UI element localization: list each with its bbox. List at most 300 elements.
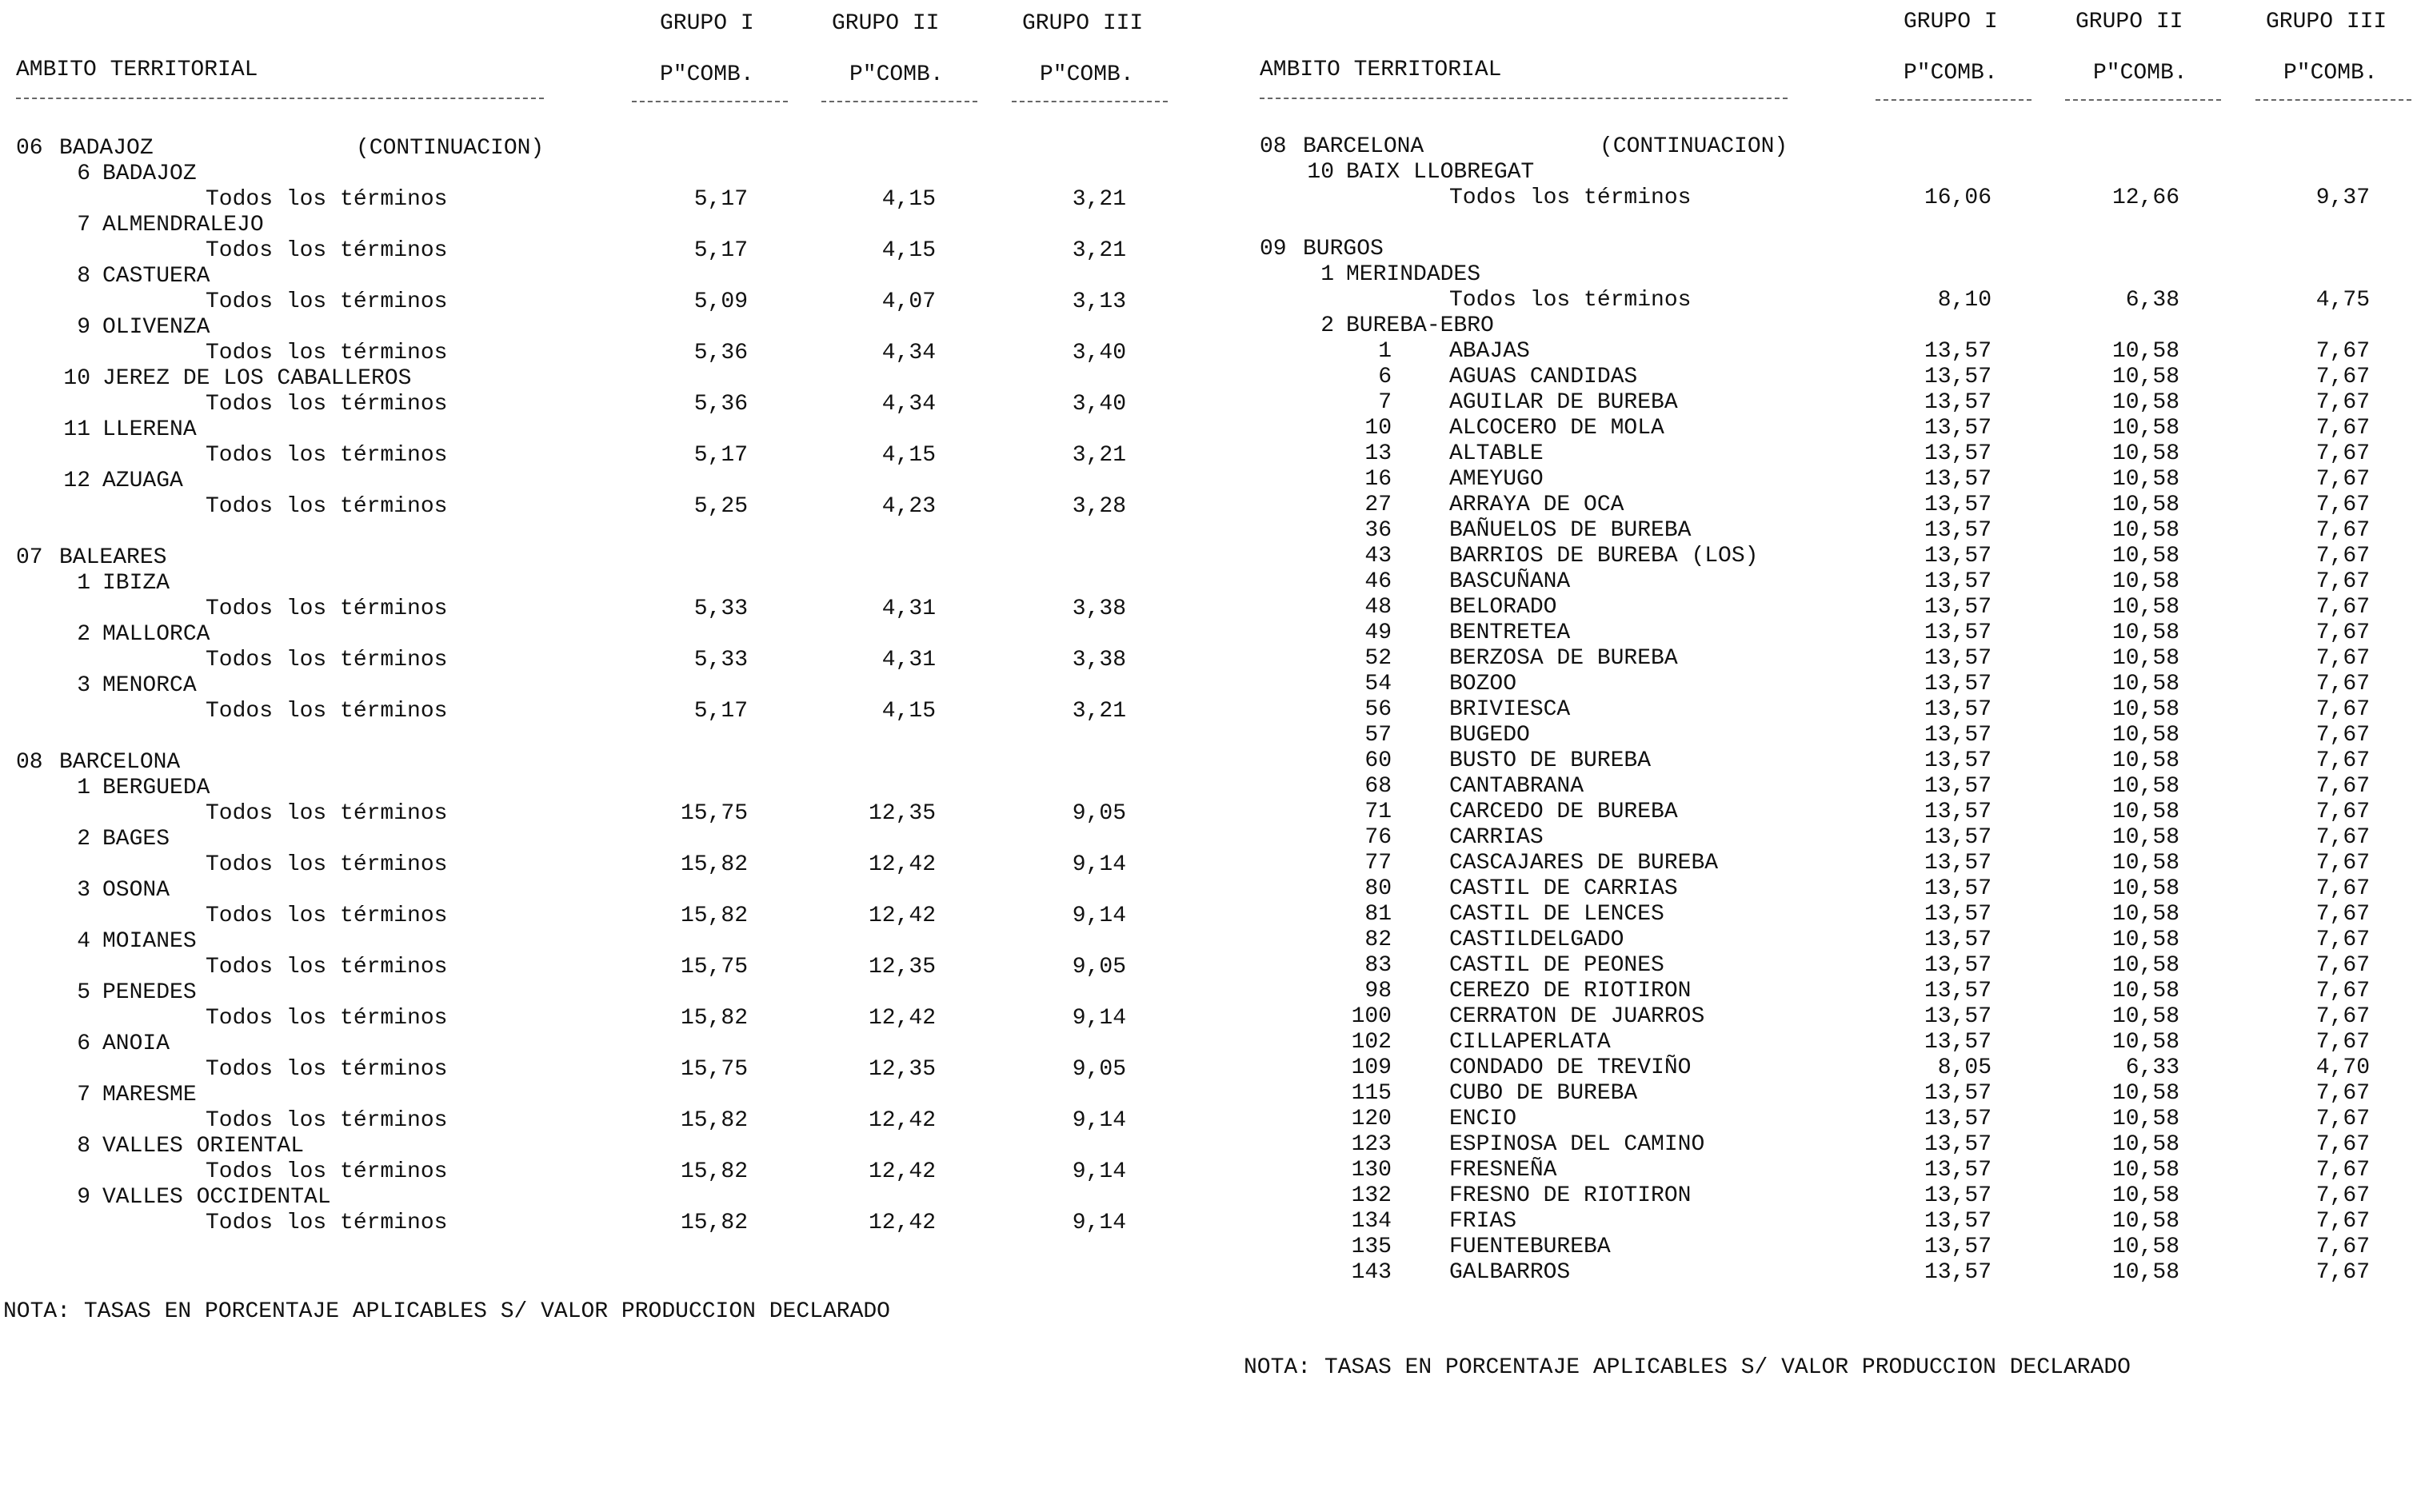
municipality-name: BAÑUELOS DE BUREBA xyxy=(1449,518,1692,543)
municipality-code: 54 xyxy=(1364,672,1392,696)
municipality-code: 115 xyxy=(1351,1081,1392,1106)
grupo-ii-value: 10,58 xyxy=(2111,493,2179,517)
comarca-row xyxy=(0,622,1200,648)
municipality-name: BUSTO DE BUREBA xyxy=(1449,748,1652,773)
comarca-row xyxy=(0,417,1200,443)
municipality-name: ARRAYA DE OCA xyxy=(1449,493,1624,517)
grupo-ii-value: 10,58 xyxy=(2111,467,2179,492)
comarca-name: BUREBA-EBRO xyxy=(1346,313,1494,338)
grupo-i-value: 13,57 xyxy=(1924,365,1992,389)
comarca-name: ANOIA xyxy=(102,1031,170,1056)
grupo-i-value: 13,57 xyxy=(1924,1235,1992,1259)
municipality-row xyxy=(1244,902,2417,928)
comarca-name: VALLES ORIENTAL xyxy=(102,1134,305,1159)
grupo-ii-value: 10,58 xyxy=(2111,595,2179,620)
municipality-name: ESPINOSA DEL CAMINO xyxy=(1449,1132,1705,1157)
terms-label: Todos los términos xyxy=(206,955,448,979)
grupo-ii-value: 10,58 xyxy=(2111,902,2179,927)
grupo-iii-value: 7,67 xyxy=(2315,953,2370,978)
grupo-i-underline xyxy=(1876,99,2031,101)
municipality-code: 123 xyxy=(1351,1132,1392,1157)
municipality-name: CASTIL DE CARRIAS xyxy=(1449,876,1678,901)
municipality-code: 98 xyxy=(1364,979,1392,1003)
grupo-i-value: 13,57 xyxy=(1924,1183,1992,1208)
municipality-name: BARRIOS DE BUREBA (LOS) xyxy=(1449,544,1759,568)
grupo-iii-value: 9,05 xyxy=(1072,1057,1126,1082)
municipality-code: 57 xyxy=(1364,723,1392,748)
grupo-i-value: 13,57 xyxy=(1924,646,1992,671)
municipality-code: 49 xyxy=(1364,620,1392,645)
municipality-name: CASTILDELGADO xyxy=(1449,928,1624,952)
comarca-code: 3 xyxy=(77,673,90,698)
grupo-iii-value: 3,38 xyxy=(1072,596,1126,621)
grupo-i-value: 13,57 xyxy=(1924,902,1992,927)
municipality-name: GALBARROS xyxy=(1449,1260,1571,1285)
grupo-ii-value: 10,58 xyxy=(2111,1209,2179,1234)
municipality-row xyxy=(1244,1030,2417,1055)
comarca-name: CASTUERA xyxy=(102,264,210,289)
municipality-row xyxy=(1244,697,2417,723)
province-row xyxy=(1244,134,2417,160)
province-name: BARCELONA xyxy=(59,750,181,775)
grupo-iii-value: 7,67 xyxy=(2315,339,2370,364)
grupo-i-value: 15,82 xyxy=(680,1211,748,1235)
grupo-iii-heading: GRUPO III xyxy=(2266,10,2387,34)
grupo-i-value: 5,36 xyxy=(693,392,748,417)
grupo-ii-heading: GRUPO II xyxy=(2075,10,2183,34)
grupo-i-value: 13,57 xyxy=(1924,1260,1992,1285)
comarca-code: 4 xyxy=(77,929,90,954)
municipality-row xyxy=(1244,1183,2417,1209)
comarca-name: BAGES xyxy=(102,827,170,852)
grupo-i-value: 13,57 xyxy=(1924,569,1992,594)
municipality-code: 16 xyxy=(1364,467,1392,492)
comarca-code: 5 xyxy=(77,980,90,1005)
pcomb-heading-3: P"COMB. xyxy=(1040,62,1134,87)
municipality-name: CASTIL DE PEONES xyxy=(1449,953,1664,978)
left-table-body xyxy=(0,136,1200,1236)
grupo-ii-value: 12,42 xyxy=(868,1006,936,1031)
terms-label: Todos los términos xyxy=(206,1057,448,1082)
grupo-ii-value: 12,35 xyxy=(868,955,936,979)
comarca-code: 6 xyxy=(77,162,90,186)
grupo-ii-value: 12,42 xyxy=(868,852,936,877)
grupo-iii-value: 7,67 xyxy=(2315,1183,2370,1208)
grupo-ii-value: 10,58 xyxy=(2111,979,2179,1003)
comarca-row xyxy=(0,213,1200,238)
all-terms-row xyxy=(0,1006,1200,1031)
grupo-ii-value: 12,35 xyxy=(868,801,936,826)
grupo-iii-value: 9,14 xyxy=(1072,1108,1126,1133)
grupo-iii-value: 7,67 xyxy=(2315,902,2370,927)
grupo-iii-underline xyxy=(1012,101,1168,102)
terms-label: Todos los términos xyxy=(1449,186,1692,210)
comarca-name: MALLORCA xyxy=(102,622,210,647)
grupo-ii-value: 4,15 xyxy=(881,699,936,724)
municipality-name: BERZOSA DE BUREBA xyxy=(1449,646,1678,671)
municipality-name: BASCUÑANA xyxy=(1449,569,1571,594)
terms-label: Todos los términos xyxy=(1449,288,1692,313)
grupo-ii-value: 12,35 xyxy=(868,1057,936,1082)
comarca-name: LLERENA xyxy=(102,417,197,442)
municipality-row xyxy=(1244,467,2417,493)
municipality-name: BUGEDO xyxy=(1449,723,1530,748)
grupo-ii-value: 10,58 xyxy=(2111,441,2179,466)
municipality-row xyxy=(1244,1107,2417,1132)
comarca-name: BADAJOZ xyxy=(102,162,197,186)
grupo-i-value: 13,57 xyxy=(1924,595,1992,620)
municipality-row xyxy=(1244,928,2417,953)
terms-label: Todos los términos xyxy=(206,443,448,468)
comarca-name: VALLES OCCIDENTAL xyxy=(102,1185,331,1210)
grupo-iii-value: 9,14 xyxy=(1072,1006,1126,1031)
left-table-header xyxy=(0,0,1200,112)
grupo-i-value: 13,57 xyxy=(1924,697,1992,722)
spacer-row xyxy=(0,724,1200,750)
province-code: 09 xyxy=(1260,237,1287,261)
grupo-i-value: 13,57 xyxy=(1924,493,1992,517)
municipality-row xyxy=(1244,723,2417,748)
municipality-row xyxy=(1244,544,2417,569)
municipality-row xyxy=(1244,646,2417,672)
grupo-i-value: 13,57 xyxy=(1924,467,1992,492)
grupo-ii-value: 10,58 xyxy=(2111,928,2179,952)
municipality-code: 76 xyxy=(1364,825,1392,850)
grupo-iii-value: 9,05 xyxy=(1072,955,1126,979)
grupo-iii-value: 4,75 xyxy=(2315,288,2370,313)
municipality-code: 134 xyxy=(1351,1209,1392,1234)
comarca-name: OLIVENZA xyxy=(102,315,210,340)
comarca-row xyxy=(0,1185,1200,1211)
grupo-ii-value: 4,34 xyxy=(881,341,936,365)
grupo-ii-value: 10,58 xyxy=(2111,1158,2179,1183)
grupo-i-heading: GRUPO I xyxy=(660,11,754,36)
grupo-i-value: 13,57 xyxy=(1924,979,1992,1003)
grupo-iii-value: 7,67 xyxy=(2315,774,2370,799)
grupo-iii-value: 9,14 xyxy=(1072,1159,1126,1184)
grupo-iii-value: 7,67 xyxy=(2315,723,2370,748)
municipality-row xyxy=(1244,851,2417,876)
grupo-i-value: 15,82 xyxy=(680,852,748,877)
grupo-ii-value: 6,38 xyxy=(2125,288,2179,313)
municipality-name: FUENTEBUREBA xyxy=(1449,1235,1611,1259)
comarca-code: 10 xyxy=(63,366,90,391)
municipality-name: CARCEDO DE BUREBA xyxy=(1449,800,1678,824)
grupo-ii-underline xyxy=(821,101,977,102)
comarca-name: OSONA xyxy=(102,878,170,903)
grupo-iii-value: 7,67 xyxy=(2315,1004,2370,1029)
municipality-row xyxy=(1244,1132,2417,1158)
grupo-ii-value: 10,58 xyxy=(2111,748,2179,773)
all-terms-row xyxy=(0,699,1200,724)
ambito-heading: AMBITO TERRITORIAL xyxy=(1260,58,1502,82)
grupo-ii-value: 4,31 xyxy=(881,648,936,672)
comarca-code: 9 xyxy=(77,315,90,340)
continuation-label: (CONTINUACION) xyxy=(1600,134,1788,159)
province-name: BADAJOZ xyxy=(59,136,154,161)
grupo-i-value: 13,57 xyxy=(1924,851,1992,876)
grupo-i-value: 13,57 xyxy=(1924,1209,1992,1234)
municipality-code: 7 xyxy=(1378,390,1392,415)
all-terms-row xyxy=(0,955,1200,980)
all-terms-row xyxy=(0,904,1200,929)
municipality-code: 13 xyxy=(1364,441,1392,466)
grupo-ii-value: 10,58 xyxy=(2111,723,2179,748)
comarca-row xyxy=(0,776,1200,801)
municipality-code: 60 xyxy=(1364,748,1392,773)
grupo-ii-value: 12,42 xyxy=(868,1108,936,1133)
grupo-i-value: 13,57 xyxy=(1924,876,1992,901)
grupo-i-value: 13,57 xyxy=(1924,800,1992,824)
terms-label: Todos los términos xyxy=(206,648,448,672)
province-code: 07 xyxy=(16,545,43,570)
grupo-ii-value: 10,58 xyxy=(2111,697,2179,722)
grupo-ii-value: 10,58 xyxy=(2111,1183,2179,1208)
municipality-name: CONDADO DE TREVIÑO xyxy=(1449,1055,1692,1080)
municipality-row xyxy=(1244,979,2417,1004)
municipality-code: 100 xyxy=(1351,1004,1392,1029)
pcomb-heading-1: P"COMB. xyxy=(660,62,754,87)
grupo-i-value: 13,57 xyxy=(1924,953,1992,978)
municipality-code: 46 xyxy=(1364,569,1392,594)
grupo-i-value: 5,17 xyxy=(693,238,748,263)
comarca-code: 8 xyxy=(77,1134,90,1159)
grupo-ii-value: 12,42 xyxy=(868,1159,936,1184)
municipality-name: FRESNO DE RIOTIRON xyxy=(1449,1183,1692,1208)
comarca-name: MOIANES xyxy=(102,929,197,954)
municipality-code: 80 xyxy=(1364,876,1392,901)
comarca-code: 11 xyxy=(63,417,90,442)
municipality-code: 135 xyxy=(1351,1235,1392,1259)
grupo-iii-value: 7,67 xyxy=(2315,595,2370,620)
grupo-iii-underline xyxy=(2255,99,2411,101)
terms-label: Todos los términos xyxy=(206,1108,448,1133)
municipality-name: CILLAPERLATA xyxy=(1449,1030,1611,1055)
terms-label: Todos los términos xyxy=(206,494,448,519)
municipality-name: CUBO DE BUREBA xyxy=(1449,1081,1638,1106)
municipality-name: CERRATON DE JUARROS xyxy=(1449,1004,1705,1029)
province-name: BARCELONA xyxy=(1303,134,1424,159)
municipality-row xyxy=(1244,1158,2417,1183)
grupo-i-value: 13,57 xyxy=(1924,774,1992,799)
municipality-row xyxy=(1244,876,2417,902)
grupo-iii-value: 7,67 xyxy=(2315,1030,2370,1055)
municipality-code: 36 xyxy=(1364,518,1392,543)
grupo-iii-value: 7,67 xyxy=(2315,365,2370,389)
terms-label: Todos los términos xyxy=(206,238,448,263)
grupo-iii-value: 7,67 xyxy=(2315,390,2370,415)
municipality-name: ALCOCERO DE MOLA xyxy=(1449,416,1664,441)
terms-label: Todos los términos xyxy=(206,1159,448,1184)
comarca-row xyxy=(0,878,1200,904)
comarca-name: AZUAGA xyxy=(102,469,183,493)
grupo-iii-value: 9,37 xyxy=(2315,186,2370,210)
grupo-ii-value: 10,58 xyxy=(2111,416,2179,441)
grupo-iii-value: 3,21 xyxy=(1072,699,1126,724)
grupo-ii-value: 4,34 xyxy=(881,392,936,417)
municipality-code: 102 xyxy=(1351,1030,1392,1055)
grupo-ii-value: 6,33 xyxy=(2125,1055,2179,1080)
grupo-i-value: 5,17 xyxy=(693,187,748,212)
grupo-i-value: 13,57 xyxy=(1924,1158,1992,1183)
comarca-code: 7 xyxy=(77,1083,90,1107)
grupo-iii-value: 7,67 xyxy=(2315,1081,2370,1106)
municipality-code: 43 xyxy=(1364,544,1392,568)
all-terms-row xyxy=(0,801,1200,827)
comarca-name: JEREZ DE LOS CABALLEROS xyxy=(102,366,412,391)
grupo-i-value: 13,57 xyxy=(1924,1107,1992,1131)
grupo-iii-value: 7,67 xyxy=(2315,672,2370,696)
comarca-row xyxy=(0,980,1200,1006)
grupo-i-value: 13,57 xyxy=(1924,441,1992,466)
municipality-row xyxy=(1244,1260,2417,1286)
grupo-iii-value: 3,21 xyxy=(1072,187,1126,212)
grupo-ii-value: 4,07 xyxy=(881,289,936,314)
municipality-code: 56 xyxy=(1364,697,1392,722)
terms-label: Todos los términos xyxy=(206,392,448,417)
grupo-iii-value: 7,67 xyxy=(2315,979,2370,1003)
all-terms-row xyxy=(0,1057,1200,1083)
grupo-iii-value: 7,67 xyxy=(2315,697,2370,722)
comarca-code: 6 xyxy=(77,1031,90,1056)
grupo-i-value: 5,36 xyxy=(693,341,748,365)
all-terms-row xyxy=(0,648,1200,673)
all-terms-row xyxy=(1244,186,2417,211)
municipality-name: AMEYUGO xyxy=(1449,467,1544,492)
province-code: 06 xyxy=(16,136,43,161)
municipality-row xyxy=(1244,1209,2417,1235)
comarca-row xyxy=(0,366,1200,392)
municipality-name: AGUAS CANDIDAS xyxy=(1449,365,1638,389)
grupo-iii-value: 9,14 xyxy=(1072,1211,1126,1235)
grupo-i-value: 13,57 xyxy=(1924,1081,1992,1106)
grupo-ii-underline xyxy=(2065,99,2221,101)
municipality-name: CASTIL DE LENCES xyxy=(1449,902,1664,927)
right-table-body xyxy=(1244,134,2417,1286)
grupo-iii-value: 4,70 xyxy=(2315,1055,2370,1080)
municipality-row xyxy=(1244,441,2417,467)
grupo-ii-value: 10,58 xyxy=(2111,672,2179,696)
municipality-code: 71 xyxy=(1364,800,1392,824)
municipality-code: 130 xyxy=(1351,1158,1392,1183)
municipality-code: 143 xyxy=(1351,1260,1392,1285)
municipality-code: 27 xyxy=(1364,493,1392,517)
comarca-code: 2 xyxy=(77,622,90,647)
grupo-iii-value: 3,40 xyxy=(1072,392,1126,417)
comarca-name: ALMENDRALEJO xyxy=(102,213,264,237)
grupo-i-value: 5,33 xyxy=(693,596,748,621)
grupo-iii-value: 7,67 xyxy=(2315,851,2370,876)
grupo-i-value: 15,82 xyxy=(680,1108,748,1133)
municipality-row xyxy=(1244,595,2417,620)
grupo-ii-value: 10,58 xyxy=(2111,1107,2179,1131)
municipality-code: 81 xyxy=(1364,902,1392,927)
grupo-ii-value: 12,66 xyxy=(2111,186,2179,210)
grupo-ii-value: 10,58 xyxy=(2111,774,2179,799)
province-name: BURGOS xyxy=(1303,237,1384,261)
province-name: BALEARES xyxy=(59,545,167,570)
grupo-iii-value: 7,67 xyxy=(2315,620,2370,645)
grupo-iii-value: 9,05 xyxy=(1072,801,1126,826)
municipality-row xyxy=(1244,339,2417,365)
municipality-code: 48 xyxy=(1364,595,1392,620)
grupo-ii-value: 10,58 xyxy=(2111,646,2179,671)
all-terms-row xyxy=(0,596,1200,622)
grupo-i-value: 5,17 xyxy=(693,443,748,468)
municipality-name: ABAJAS xyxy=(1449,339,1530,364)
ambito-heading: AMBITO TERRITORIAL xyxy=(16,58,258,82)
comarca-row xyxy=(0,673,1200,699)
municipality-code: 1 xyxy=(1378,339,1392,364)
grupo-iii-value: 7,67 xyxy=(2315,467,2370,492)
comarca-name: BERGUEDA xyxy=(102,776,210,800)
grupo-iii-value: 7,67 xyxy=(2315,1107,2370,1131)
grupo-ii-heading: GRUPO II xyxy=(832,11,940,36)
municipality-code: 132 xyxy=(1351,1183,1392,1208)
grupo-i-value: 13,57 xyxy=(1924,723,1992,748)
municipality-name: ENCIO xyxy=(1449,1107,1517,1131)
municipality-row xyxy=(1244,953,2417,979)
spacer-row xyxy=(1244,211,2417,237)
grupo-i-heading: GRUPO I xyxy=(1904,10,1998,34)
municipality-name: AGUILAR DE BUREBA xyxy=(1449,390,1678,415)
grupo-iii-value: 7,67 xyxy=(2315,518,2370,543)
all-terms-row xyxy=(0,289,1200,315)
grupo-ii-value: 10,58 xyxy=(2111,544,2179,568)
grupo-iii-value: 7,67 xyxy=(2315,1158,2370,1183)
comarca-row xyxy=(0,1134,1200,1159)
grupo-i-value: 15,82 xyxy=(680,1006,748,1031)
grupo-ii-value: 4,15 xyxy=(881,187,936,212)
continuation-label: (CONTINUACION) xyxy=(356,136,545,161)
municipality-row xyxy=(1244,1235,2417,1260)
grupo-i-value: 13,57 xyxy=(1924,620,1992,645)
ambito-underline xyxy=(16,98,544,99)
province-row xyxy=(0,545,1200,571)
grupo-ii-value: 10,58 xyxy=(2111,876,2179,901)
province-code: 08 xyxy=(16,750,43,775)
grupo-ii-value: 12,42 xyxy=(868,1211,936,1235)
comarca-code: 1 xyxy=(1320,262,1334,287)
grupo-iii-value: 7,67 xyxy=(2315,569,2370,594)
grupo-i-value: 15,82 xyxy=(680,1159,748,1184)
grupo-ii-value: 10,58 xyxy=(2111,1260,2179,1285)
grupo-iii-value: 3,40 xyxy=(1072,341,1126,365)
municipality-code: 52 xyxy=(1364,646,1392,671)
municipality-code: 10 xyxy=(1364,416,1392,441)
grupo-i-value: 13,57 xyxy=(1924,1004,1992,1029)
province-row xyxy=(0,750,1200,776)
grupo-i-value: 13,57 xyxy=(1924,1030,1992,1055)
comarca-row xyxy=(0,929,1200,955)
grupo-i-value: 13,57 xyxy=(1924,928,1992,952)
terms-label: Todos los términos xyxy=(206,289,448,314)
comarca-row xyxy=(0,315,1200,341)
grupo-iii-value: 7,67 xyxy=(2315,1260,2370,1285)
municipality-code: 6 xyxy=(1378,365,1392,389)
municipality-code: 83 xyxy=(1364,953,1392,978)
grupo-ii-value: 10,58 xyxy=(2111,620,2179,645)
comarca-row xyxy=(1244,313,2417,339)
municipality-code: 68 xyxy=(1364,774,1392,799)
municipality-row xyxy=(1244,493,2417,518)
comarca-row xyxy=(0,1083,1200,1108)
all-terms-row xyxy=(0,187,1200,213)
grupo-iii-value: 3,38 xyxy=(1072,648,1126,672)
terms-label: Todos los términos xyxy=(206,1006,448,1031)
municipality-code: 109 xyxy=(1351,1055,1392,1080)
grupo-iii-value: 9,14 xyxy=(1072,852,1126,877)
